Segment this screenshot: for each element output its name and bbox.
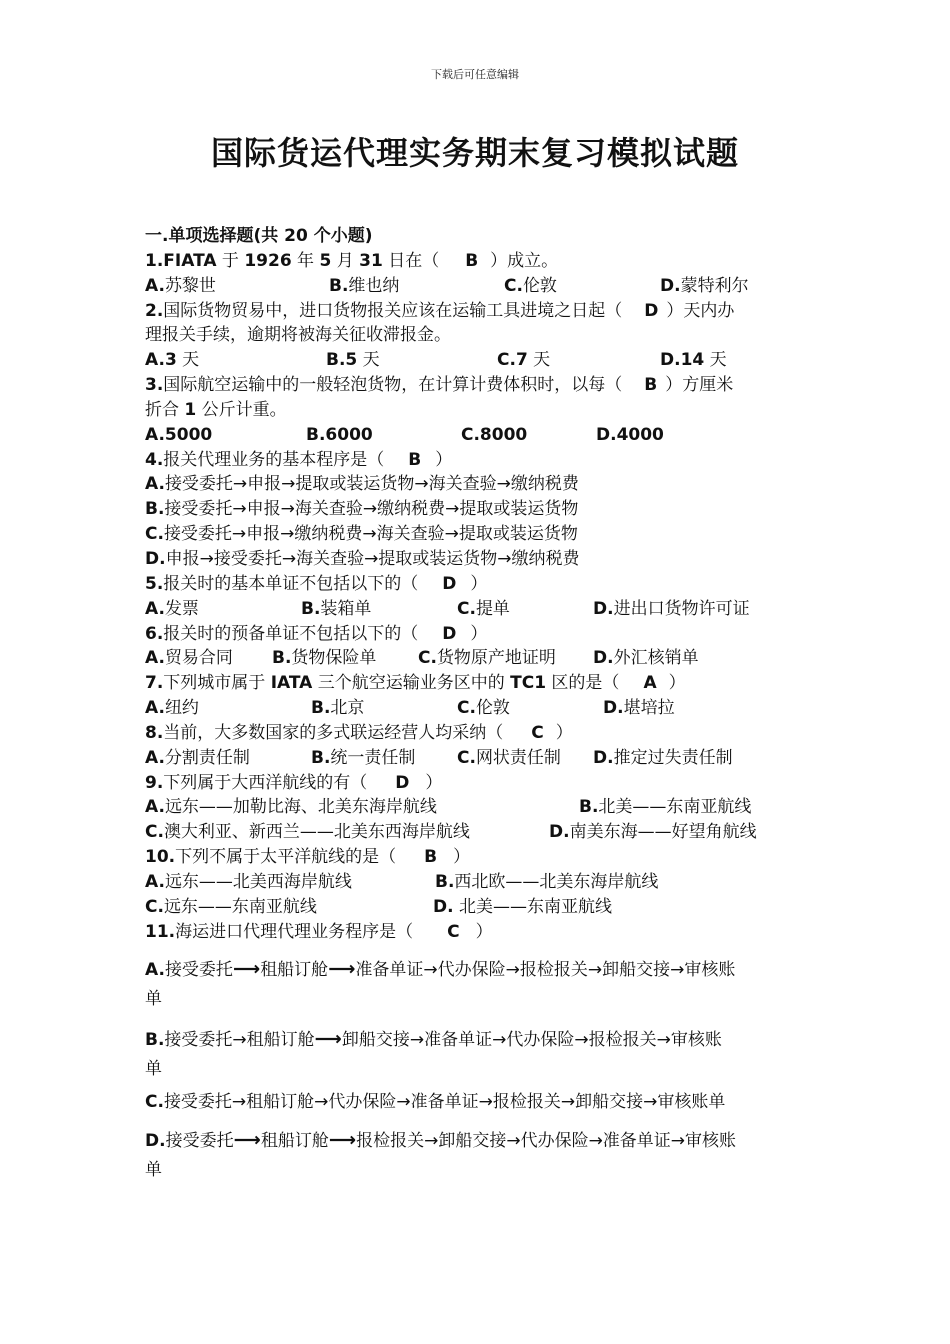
option-b: B.6000 [306,424,373,445]
option-b: B.统一责任制 [311,747,416,768]
option-c: C.远东——东南亚航线 [145,896,317,917]
arrow-icon: ⟶ [233,1129,261,1152]
option-b: B.装箱单 [301,598,372,619]
question-1-answer: B [465,250,479,271]
option-a: A.远东——加勒比海、北美东海岸航线 [145,797,437,818]
question-4-option-b: B.接受委托→申报→海关查验→缴纳税费→提取或装运货物 [145,499,579,520]
question-9-stem: 9.下列属于大西洋航线的有（ D ） [145,772,443,793]
option-b: B.北京 [311,698,365,719]
option-c: C.8000 [461,424,528,445]
question-5-options [145,597,815,622]
question-4-option-d: D.申报→接受委托→海关查验→提取或装运货物→缴纳税费 [145,548,580,569]
question-3-stem: 3.国际航空运输中的一般轻泡货物，在计算计费体积时，以每（ B ）方厘米 [145,375,734,396]
option-c: C.网状责任制 [457,747,561,768]
question-6-options [145,646,815,671]
question-10-options-ab [145,870,815,895]
question-11-stem: 11.海运进口代理代理业务程序是（ C ） [145,921,493,942]
question-8-stem: 8.当前，大多数国家的多式联运经营人均采纳（ C ） [145,722,573,743]
question-7-options [145,696,815,721]
question-9-answer: D [395,772,410,793]
question-2-stem: 2.国际货物贸易中，进口货物报关应该在运输工具进境之日起（ D ）天内办 [145,300,735,321]
option-a: A.分割责任制 [145,747,250,768]
question-3-stem-cont: 折合 1 公斤计重。 [145,399,287,420]
option-d: D.南美东海——好望角航线 [549,822,757,843]
option-d: D.14 天 [660,350,727,371]
option-a: A.苏黎世 [145,275,216,296]
question-10-stem: 10.下列不属于太平洋航线的是（ B ） [145,847,471,868]
question-1-options [145,274,815,299]
question-4-option-c: C.接受委托→申报→缴纳税费→海关查验→提取或装运货物 [145,524,578,545]
option-d: D.4000 [596,424,664,445]
question-6-answer: D [442,623,457,644]
option-c: C.澳大利亚、新西兰——北美东西海岸航线 [145,822,470,843]
option-b: B.北美——东南亚航线 [579,797,752,818]
arrow-icon: ⟶ [328,1129,357,1152]
option-a: A.5000 [145,424,213,445]
option-d: D.堪培拉 [603,698,675,719]
option-b: B.5 天 [326,350,380,371]
arrow-icon: ⟶ [328,958,356,981]
question-2-answer: D [644,300,659,321]
question-7-stem: 7.下列城市属于 IATA 三个航空运输业务区中的 TC1 区的是（ A ） [145,673,686,694]
option-b: B.西北欧——北美东海岸航线 [435,871,659,892]
option-b: B.货物保险单 [272,648,377,669]
question-11-answer: C [447,921,460,942]
exam-content [145,224,815,1185]
arrow-icon: ⟶ [232,958,261,981]
arrow-icon: ⟶ [314,1028,342,1051]
option-a: A.发票 [145,598,199,619]
question-5-answer: D [442,573,457,594]
question-11-option-b: B.接受委托→租船订舱⟶卸船交接→准备单证→代办保险→报检报关→审核账 单 [145,1028,722,1080]
section-heading: 一.单项选择题(共 20 个小题) [145,226,373,246]
option-a: A.3 天 [145,350,200,371]
question-6-stem: 6.报关时的预备单证不包括以下的（ D ） [145,623,488,644]
question-10-answer: B [424,847,438,868]
option-c: C.7 天 [497,350,551,371]
question-7-answer: A [643,673,657,694]
question-11-option-c: C.接受委托→租船订舱→代办保险→准备单证→报检报关→卸船交接→审核账单 [145,1092,726,1113]
option-c: C.伦敦 [457,698,510,719]
option-d: D.蒙特利尔 [660,275,749,296]
option-b: B.维也纳 [329,275,400,296]
option-d: D. 北美——东南亚航线 [433,896,612,917]
option-a: A.贸易合同 [145,648,233,669]
option-d: D.外汇核销单 [593,648,699,669]
question-4-stem: 4.报关代理业务的基本程序是（ B ） [145,449,453,470]
question-9-options-cd [145,820,815,845]
question-11-option-a: A.接受委托⟶租船订舱⟶准备单证→代办保险→报检报关→卸船交接→审核账 单 [145,958,736,1010]
option-a: A.远东——北美西海岸航线 [145,871,352,892]
question-8-options [145,746,815,771]
question-5-stem: 5.报关时的基本单证不包括以下的（ D ） [145,573,488,594]
question-3-answer: B [644,375,658,396]
question-3-options [145,423,815,448]
option-d: D.推定过失责任制 [593,747,733,768]
option-a: A.纽约 [145,698,199,719]
question-4-option-a: A.接受委托→申报→提取或装运货物→海关查验→缴纳税费 [145,474,579,495]
option-d: D.进出口货物许可证 [593,598,750,619]
document-title: 国际货运代理实务期末复习模拟试题 [210,134,739,172]
header-note: 下载后可任意编辑 [431,68,519,81]
option-c: C.货物原产地证明 [418,648,556,669]
question-1-stem: 1.FIATA 于 1926 年 5 月 31 日在（ B ）成立。 [145,250,559,271]
option-c: C.伦敦 [504,275,557,296]
question-9-options-ab [145,795,815,820]
question-10-options-cd [145,895,815,920]
question-2-options [145,348,815,373]
option-c: C.提单 [457,598,510,619]
question-4-answer: B [408,449,422,470]
question-8-answer: C [531,722,544,743]
question-2-stem-cont: 理报关手续，逾期将被海关征收滞报金。 [145,325,451,346]
question-11-option-d: D.接受委托⟶租船订舱⟶报检报关→卸船交接→代办保险→准备单证→审核账 单 [145,1129,737,1181]
